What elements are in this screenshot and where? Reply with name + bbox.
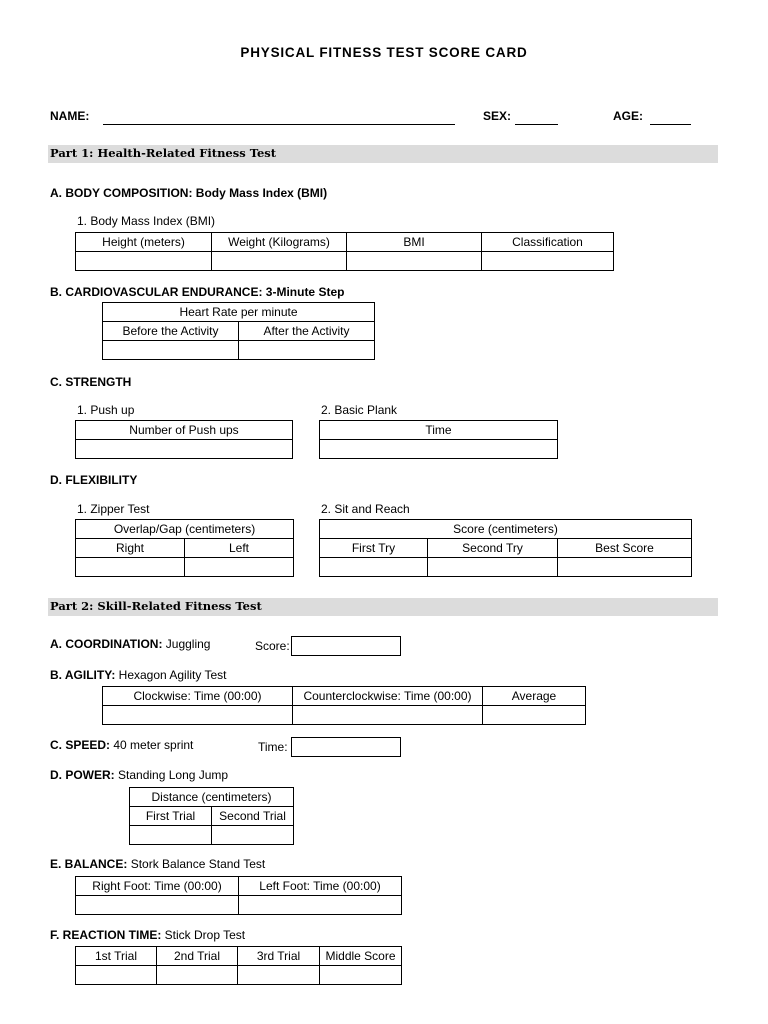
col-header: First Try (320, 539, 428, 558)
table-row (76, 252, 614, 271)
body-composition-heading: A. BODY COMPOSITION: Body Mass Index (BMI) (50, 186, 328, 200)
balance-heading (50, 857, 265, 871)
group-header: Score (centimeters) (320, 520, 692, 539)
col-header: Counterclockwise: Time (00:00) (293, 687, 483, 706)
table-row (76, 966, 402, 985)
agility-table (102, 686, 586, 725)
before-cell[interactable] (103, 341, 239, 360)
table-row (76, 440, 293, 459)
counterclockwise-cell[interactable] (293, 706, 483, 725)
table-row (320, 558, 692, 577)
reaction-heading (50, 928, 245, 942)
pushup-subheading: 1. Push up (77, 403, 135, 417)
balance-table (75, 876, 402, 915)
flexibility-heading: D. FLEXIBILITY (50, 473, 138, 487)
col-header: 1st Trial (76, 947, 157, 966)
sit-reach-table (319, 519, 692, 577)
bmi-subheading: 1. Body Mass Index (BMI) (77, 214, 216, 228)
col-header: Before the Activity (103, 322, 239, 341)
zipper-right-cell[interactable] (76, 558, 185, 577)
reaction-table (75, 946, 402, 985)
pushup-cell[interactable] (76, 440, 293, 459)
table-row (103, 303, 375, 322)
table-row (320, 520, 692, 539)
col-header: First Trial (130, 807, 212, 826)
power-label: D. POWER: (50, 768, 115, 782)
part2-header (48, 598, 718, 616)
col-header: Left Foot: Time (00:00) (239, 877, 402, 896)
table-row (103, 706, 586, 725)
speed-test: 40 meter sprint (113, 738, 194, 752)
table-row (130, 826, 294, 845)
col-header: 3rd Trial (238, 947, 320, 966)
table-row (76, 947, 402, 966)
first-try-cell[interactable] (320, 558, 428, 577)
col-header: Classification (482, 233, 614, 252)
plank-table (319, 420, 558, 459)
col-header: 2nd Trial (157, 947, 238, 966)
left-foot-cell[interactable] (239, 896, 402, 915)
group-header: Heart Rate per minute (103, 303, 375, 322)
col-header: Second Try (428, 539, 558, 558)
page-title: PHYSICAL FITNESS TEST SCORE CARD (240, 45, 528, 60)
cardio-heading: B. CARDIOVASCULAR ENDURANCE: 3-Minute Step (50, 285, 345, 299)
pushup-table (75, 420, 293, 459)
group-header: Distance (centimeters) (130, 788, 294, 807)
plank-cell[interactable] (320, 440, 558, 459)
name-field[interactable] (103, 124, 455, 125)
part2-title: Part 2: Skill-Related Fitness Test (50, 599, 262, 613)
first-trial-cell[interactable] (130, 826, 212, 845)
col-header: Best Score (558, 539, 692, 558)
col-header: BMI (347, 233, 482, 252)
col-header: Number of Push ups (76, 421, 293, 440)
table-row (76, 558, 294, 577)
sex-label: SEX: (483, 109, 512, 123)
bmi-cell[interactable] (347, 252, 482, 271)
part1-header (48, 145, 718, 163)
trial3-cell[interactable] (238, 966, 320, 985)
coordination-score-box[interactable] (291, 636, 401, 656)
sit-reach-subheading: 2. Sit and Reach (321, 502, 410, 516)
weight-cell[interactable] (212, 252, 347, 271)
zipper-table (75, 519, 294, 577)
table-row (76, 877, 402, 896)
average-cell[interactable] (483, 706, 586, 725)
sex-field[interactable] (515, 124, 558, 125)
col-header: Weight (Kilograms) (212, 233, 347, 252)
balance-label: E. BALANCE: (50, 857, 128, 871)
second-trial-cell[interactable] (212, 826, 294, 845)
zipper-subheading: 1. Zipper Test (77, 502, 150, 516)
table-row (76, 233, 614, 252)
table-row (103, 322, 375, 341)
table-row (130, 788, 294, 807)
table-row (103, 687, 586, 706)
clockwise-cell[interactable] (103, 706, 293, 725)
coordination-heading (50, 637, 210, 651)
table-row (76, 539, 294, 558)
col-header: Average (483, 687, 586, 706)
col-header: Height (meters) (76, 233, 212, 252)
table-row (76, 421, 293, 440)
group-header: Overlap/Gap (centimeters) (76, 520, 294, 539)
right-foot-cell[interactable] (76, 896, 239, 915)
col-header: Clockwise: Time (00:00) (103, 687, 293, 706)
reaction-test: Stick Drop Test (164, 928, 246, 942)
col-header: Middle Score (320, 947, 402, 966)
agility-test: Hexagon Agility Test (118, 668, 227, 682)
table-row (130, 807, 294, 826)
after-cell[interactable] (239, 341, 375, 360)
speed-time-box[interactable] (291, 737, 401, 757)
bmi-table (75, 232, 614, 271)
agility-label: B. AGILITY: (50, 668, 116, 682)
time-label: Time: (258, 740, 288, 754)
table-row (320, 539, 692, 558)
col-header: Left (185, 539, 294, 558)
table-row (76, 520, 294, 539)
col-header: After the Activity (239, 322, 375, 341)
name-label: NAME: (50, 109, 90, 123)
trial1-cell[interactable] (76, 966, 157, 985)
table-row (103, 341, 375, 360)
reaction-label: F. REACTION TIME: (50, 928, 162, 942)
second-try-cell[interactable] (428, 558, 558, 577)
col-header: Right (76, 539, 185, 558)
power-heading (50, 768, 228, 782)
col-header: Second Trial (212, 807, 294, 826)
zipper-left-cell[interactable] (185, 558, 294, 577)
coordination-label: A. COORDINATION: (50, 637, 163, 651)
height-cell[interactable] (76, 252, 212, 271)
score-label: Score: (255, 639, 290, 653)
power-table (129, 787, 294, 845)
heart-rate-table (102, 302, 375, 360)
table-row (320, 440, 558, 459)
plank-subheading: 2. Basic Plank (321, 403, 398, 417)
part1-title: Part 1: Health-Related Fitness Test (50, 146, 277, 160)
balance-test: Stork Balance Stand Test (130, 857, 266, 871)
age-label: AGE: (613, 109, 643, 123)
col-header: Right Foot: Time (00:00) (76, 877, 239, 896)
agility-heading (50, 668, 227, 682)
table-row (320, 421, 558, 440)
speed-heading (50, 738, 193, 752)
coordination-test: Juggling (165, 637, 211, 651)
classification-cell[interactable] (482, 252, 614, 271)
strength-heading: C. STRENGTH (50, 375, 132, 389)
speed-label: C. SPEED: (50, 738, 111, 752)
middle-score-cell[interactable] (320, 966, 402, 985)
col-header: Time (320, 421, 558, 440)
trial2-cell[interactable] (157, 966, 238, 985)
power-test: Standing Long Jump (118, 768, 229, 782)
best-score-cell[interactable] (558, 558, 692, 577)
table-row (76, 896, 402, 915)
age-field[interactable] (650, 124, 691, 125)
